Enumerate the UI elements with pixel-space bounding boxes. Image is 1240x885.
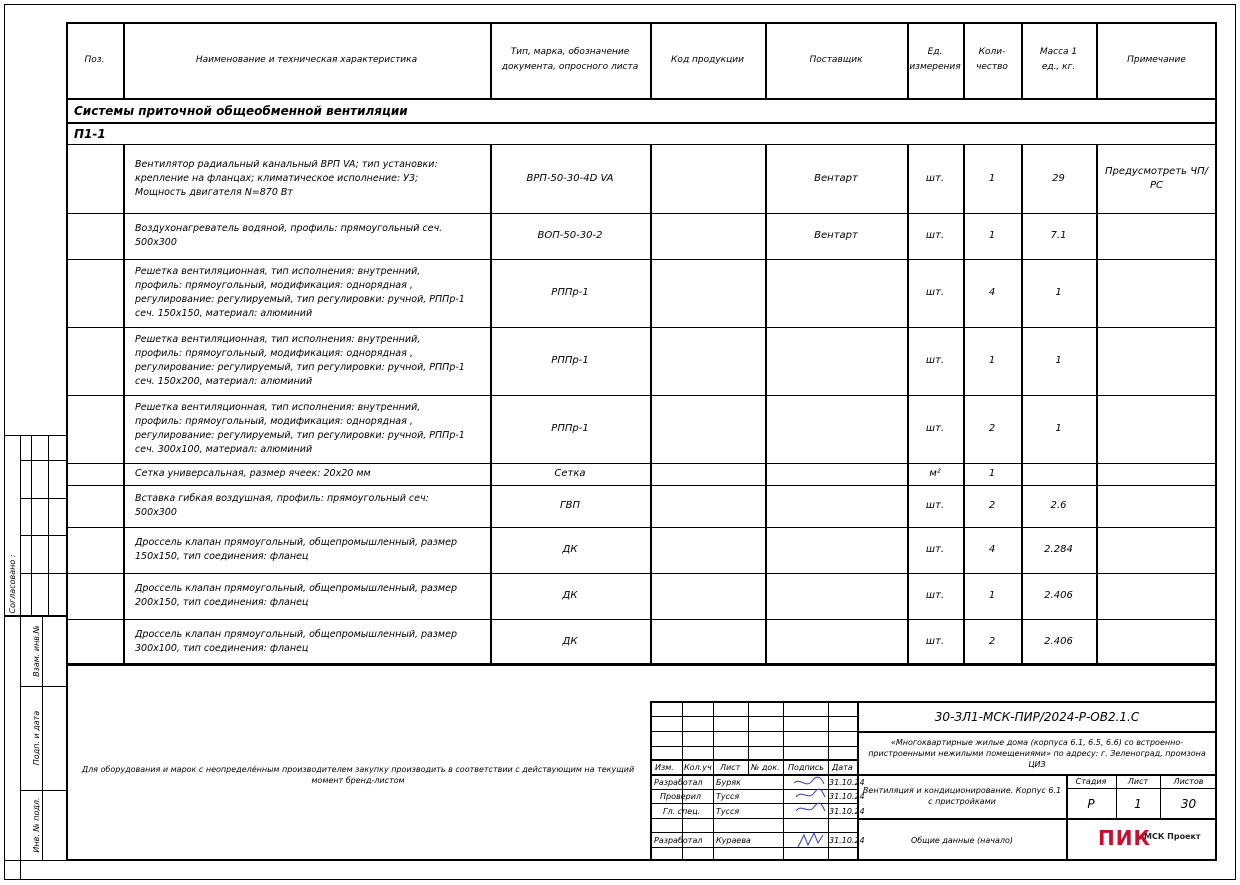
col-line — [650, 22, 652, 98]
tb-line — [650, 716, 857, 717]
header-type: Тип, марка, обозначение документа, опросного листа — [501, 47, 639, 72]
tb-sheets: 30 — [1180, 796, 1197, 811]
stamp-line — [20, 573, 66, 574]
col-line — [123, 22, 125, 98]
row-6-mass — [1021, 463, 1096, 485]
row-2-type: ВОП-50-30-2 — [537, 230, 603, 241]
row-2-qty: 1 — [988, 230, 996, 241]
col-line — [907, 22, 909, 98]
section-title: Системы приточной общеобменной вентиляции — [74, 104, 408, 118]
row-4-name: Решетка вентиляционная, тип исполнения: внутренний, профиль: прямоугольный, модификация: однорядная , регулирование: регулируемый, тип регулировки: ручной, РППр-1 сеч. 150x200, материал: алюминий — [135, 334, 465, 387]
row-5-mass: 1 — [1055, 423, 1062, 434]
row-2-supplier: Вентарт — [814, 230, 858, 241]
stamp-agreed: Согласовано : — [7, 554, 17, 614]
row-1-mass: 29 — [1052, 173, 1065, 184]
stamp-line — [4, 435, 66, 436]
row-6-note — [1096, 463, 1217, 485]
row-8-type: ДК — [562, 544, 578, 555]
tb-sheet: 1 — [1134, 796, 1142, 811]
stamp-line — [48, 435, 49, 615]
subsection-title: П1-1 — [74, 126, 106, 141]
row-10-supplier — [765, 619, 907, 665]
row-9-qty: 1 — [988, 590, 996, 601]
row-8-supplier — [765, 527, 907, 573]
row-9-name: Дроссель клапан прямоугольный, общепромышленный, размер 200x150, тип соединения: фланец — [135, 583, 457, 608]
tb-doc-code: 30-ЗЛ1-МСК-ПИР/2024-Р-ОВ2.1.С — [934, 710, 1140, 724]
row-3-note — [1096, 259, 1217, 327]
tb-sheet-label: Лист — [1127, 777, 1149, 786]
stamp-line — [31, 435, 32, 615]
row-3-supplier — [765, 259, 907, 327]
row-4-supplier — [765, 327, 907, 395]
stamp-sign-date: Подп. и дата — [31, 710, 41, 766]
row-5-note — [1096, 395, 1217, 463]
row-4-qty: 1 — [988, 355, 996, 366]
row-1-qty: 1 — [988, 173, 996, 184]
stamp-line — [20, 535, 66, 536]
row-8-name: Дроссель клапан прямоугольный, общепромышленный, размер 150x150, тип соединения: фланец — [135, 537, 457, 562]
header-name: Наименование и техническая характеристика — [195, 54, 418, 65]
tb-sheet-title: Общие данные (начало) — [910, 835, 1014, 845]
row-6-name: Сетка универсальная, размер ячеек: 20x20 мм — [135, 468, 371, 479]
footnote: Для оборудования и марок с неопределённым производителем закупку производить в соответствии с действующим на текущий момент бренд-листом — [81, 765, 635, 785]
tb-name-4: Кураева — [716, 836, 751, 845]
stamp-line — [20, 498, 66, 499]
row-2-name: Воздухонагреватель водяной, профиль: прямоугольный сеч. 500x300 — [135, 223, 443, 248]
row-5-type: РППр-1 — [551, 423, 589, 434]
tb-line — [650, 746, 857, 747]
tb-name-3: Тусся — [716, 807, 740, 816]
row-8-note — [1096, 527, 1217, 573]
col-line — [765, 22, 767, 98]
tb-sheets-label: Листов — [1173, 777, 1204, 786]
tb-col-podp: Подпись — [788, 763, 824, 772]
pik-logo-sub: МСК Проект — [1144, 832, 1201, 841]
tb-line — [650, 731, 857, 732]
row-9-type: ДК — [562, 590, 578, 601]
signature-icon — [790, 775, 828, 855]
col-line — [963, 22, 965, 98]
row-8-unit: шт. — [925, 544, 945, 555]
row-6-qty: 1 — [988, 468, 996, 479]
row-3-qty: 4 — [988, 287, 996, 298]
tb-object: «Многоквартирные жилые дома (корпуса 6.1, 6.5, 6.6) со встроенно-пристроенными нежилыми помещениями» по адресу: г. Зеленоград, промзона ЦИЗ — [868, 737, 1206, 769]
header-code: Код продукции — [671, 54, 744, 65]
stamp-line — [20, 460, 66, 461]
tb-col-data: Дата — [832, 763, 853, 772]
tb-date-4: 31.10.24 — [829, 836, 865, 845]
row-1-supplier: Вентарт — [814, 173, 858, 184]
row-6-supplier — [765, 463, 907, 485]
row-3-unit: шт. — [925, 287, 945, 298]
row-8-qty: 4 — [988, 544, 996, 555]
row-5-unit: шт. — [925, 423, 945, 434]
tb-name-1: Буряк — [716, 778, 741, 787]
row-2-mass: 7.1 — [1050, 230, 1067, 241]
tb-line — [713, 701, 714, 861]
pik-logo: ПИК — [1098, 826, 1151, 850]
row-2-note — [1096, 213, 1217, 259]
row-7-mass: 2.6 — [1050, 500, 1067, 511]
header-mass: Масса 1 ед., кг. — [1039, 47, 1078, 72]
stamp-inv-change: Взам. инв.№ — [31, 625, 41, 677]
tb-date-3: 31.10.24 — [829, 807, 865, 816]
tb-date-2: 31.10.24 — [829, 792, 865, 801]
row-4-note — [1096, 327, 1217, 395]
tb-line — [650, 701, 652, 861]
row-4-mass: 1 — [1055, 355, 1062, 366]
col-line — [490, 22, 492, 98]
col-line — [650, 144, 652, 663]
tb-col-izm: Изм. — [655, 763, 674, 772]
tb-role-4: Разработал — [654, 836, 703, 845]
tb-stage-label: Стадия — [1075, 777, 1107, 786]
row-3-type: РППр-1 — [551, 287, 589, 298]
row-7-type: ГВП — [560, 500, 580, 511]
row-7-supplier — [765, 485, 907, 527]
row-5-name: Решетка вентиляционная, тип исполнения: внутренний, профиль: прямоугольный, модификация: однорядная , регулирование: регулируемый, тип регулировки: ручной, РППр-1 сеч. 300x100, материал: алюминий — [135, 402, 465, 455]
row-5-qty: 2 — [988, 423, 996, 434]
tb-section: Вентиляция и кондиционирование. Корпус 6.1 с пристройками — [862, 786, 1062, 806]
tb-line — [650, 759, 857, 761]
row-1-name: Вентилятор радиальный канальный ВРП VA; тип установки: крепление на фланцах; климатическое исполнение: У3; Мощность двигателя N=870 Вт — [135, 159, 438, 198]
stamp-line — [4, 435, 5, 880]
row-7-note — [1096, 485, 1217, 527]
row-10-name: Дроссель клапан прямоугольный, общепромышленный, размер 300x100, тип соединения: фланец — [135, 629, 457, 654]
row-9-note — [1096, 573, 1217, 619]
tb-col-kolu: Кол.уч — [684, 763, 712, 772]
tb-role-2: Проверил — [660, 792, 702, 801]
tb-date-1: 31.10.24 — [829, 778, 865, 787]
row-10-unit: шт. — [925, 636, 945, 647]
row-8-mass: 2.284 — [1044, 544, 1073, 555]
row-9-unit: шт. — [925, 590, 945, 601]
tb-name-2: Тусся — [716, 792, 740, 801]
stamp-line — [20, 435, 21, 880]
header-pos: Поз. — [84, 54, 105, 65]
row-3-mass: 1 — [1055, 287, 1062, 298]
tb-stage: Р — [1087, 796, 1095, 811]
row-6-type: Сетка — [554, 468, 586, 479]
row-1-type: ВРП-50-30-4D VA — [526, 173, 614, 184]
stamp-inv-orig: Инв. № подл. — [31, 797, 41, 853]
header-supplier: Поставщик — [809, 54, 863, 65]
row-4-type: РППр-1 — [551, 355, 589, 366]
tb-col-ndok: № док. — [751, 763, 780, 772]
row-9-supplier — [765, 573, 907, 619]
row-1-unit: шт. — [925, 173, 945, 184]
header-note: Примечание — [1127, 54, 1186, 65]
row-4-unit: шт. — [925, 355, 945, 366]
row-9-mass: 2.406 — [1044, 590, 1073, 601]
tb-line — [783, 701, 784, 861]
row-5-supplier — [765, 395, 907, 463]
col-line — [1021, 22, 1023, 98]
row-6-unit: м² — [929, 468, 941, 479]
row-1-note: Предусмотреть ЧП/РС — [1105, 166, 1208, 191]
row-7-name: Вставка гибкая воздушная, профиль: прямоугольный сеч: 500x300 — [135, 493, 429, 518]
header-unit: Ед. измерения — [909, 47, 961, 72]
row-divider — [66, 665, 1217, 666]
row-10-mass: 2.406 — [1044, 636, 1073, 647]
row-10-type: ДК — [562, 636, 578, 647]
tb-line — [748, 701, 749, 774]
row-10-note — [1096, 619, 1217, 665]
tb-role-1: Разработал — [654, 778, 703, 787]
tb-col-list: Лист — [720, 763, 741, 772]
tb-role-3: Гл. спец. — [663, 807, 701, 816]
row-3-name: Решетка вентиляционная, тип исполнения: внутренний, профиль: прямоугольный, модификация: однорядная , регулирование: регулируемый, тип регулировки: ручной, РППр-1 сеч. 150x150, материал: алюминий — [135, 266, 465, 319]
row-10-qty: 2 — [988, 636, 996, 647]
header-qty: Коли- чество — [976, 47, 1008, 72]
row-7-unit: шт. — [925, 500, 945, 511]
col-line — [1096, 22, 1098, 98]
row-2-unit: шт. — [925, 230, 945, 241]
row-7-qty: 2 — [988, 500, 996, 511]
